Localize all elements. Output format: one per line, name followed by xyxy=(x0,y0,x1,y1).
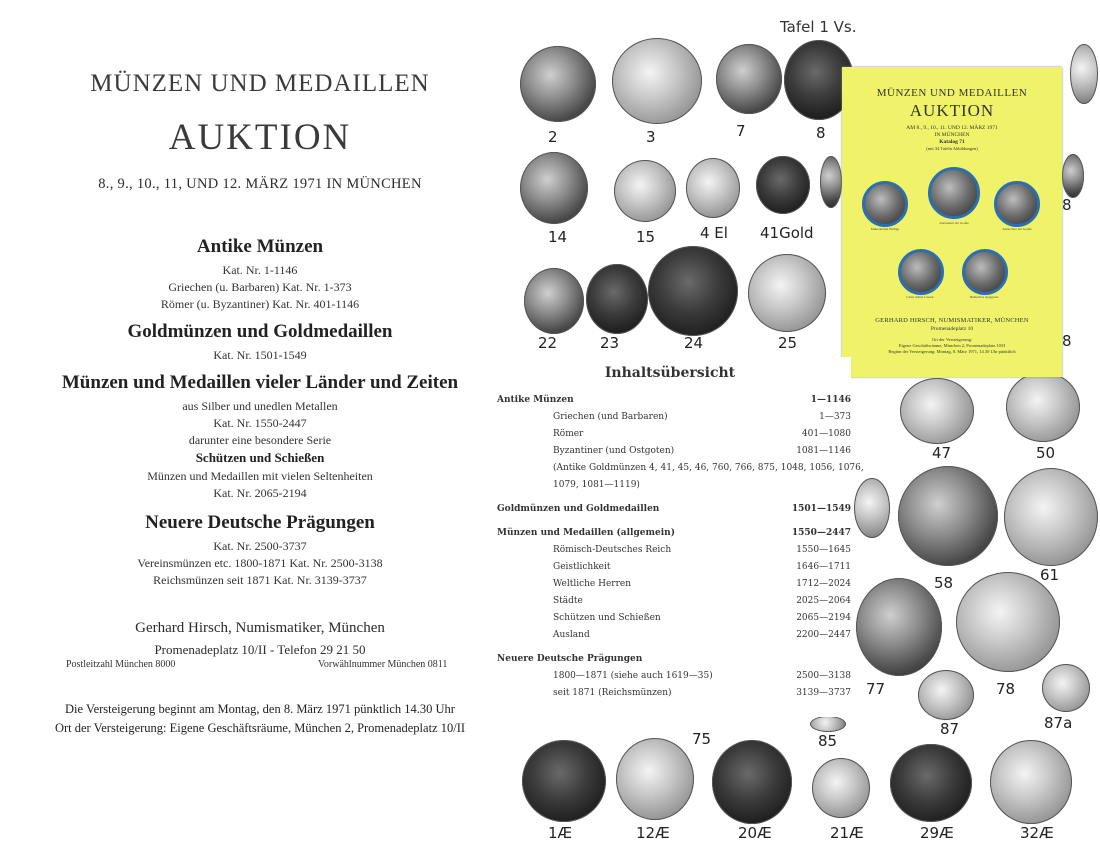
toc-row-label: Neuere Deutsche Prägungen xyxy=(497,654,643,664)
coin-label: 47 xyxy=(932,444,952,462)
cover-coin-caption: Alexander der Große xyxy=(939,221,969,225)
toc-title: Inhaltsübersicht xyxy=(604,365,736,381)
coin-image xyxy=(810,716,846,732)
section-line: Kat. Nr. 1-1146 xyxy=(222,263,298,277)
coin-label: 14 xyxy=(548,228,568,246)
cover-city: IN MÜNCHEN xyxy=(934,132,970,138)
section-heading-gold: Goldmünzen und Goldmedaillen xyxy=(127,321,393,342)
catalog-cover xyxy=(842,67,1062,377)
coin-image xyxy=(1004,468,1098,566)
toc-row xyxy=(489,688,851,702)
section-line: Kat. Nr. 2500-3737 xyxy=(213,539,307,553)
auction-dates: 8., 9., 10., 11, UND 12. MÄRZ 1971 IN MÜNCHEN xyxy=(98,176,422,192)
coin-image xyxy=(756,156,810,214)
coin-label: 7 xyxy=(736,122,746,140)
section-heading-neuere: Neuere Deutsche Prägungen xyxy=(145,512,375,533)
coin-label: 41Gold xyxy=(760,224,814,242)
toc-row-label: Antike Münzen xyxy=(497,395,574,405)
coin-image xyxy=(748,254,826,332)
coin-image xyxy=(1070,44,1098,104)
toc-row-label: 1079, 1081—1119) xyxy=(553,480,640,490)
toc-row-label: (Antike Goldmünzen 4, 41, 45, 46, 760, 766, 875, 1048, 1056, 1076, xyxy=(553,463,864,473)
coin-label: 24 xyxy=(684,334,704,352)
toc-row-range: 1—1146 xyxy=(810,395,851,405)
toc-row xyxy=(489,579,851,593)
coin-image xyxy=(614,160,676,222)
coin-image xyxy=(900,378,974,444)
toc-row-label: seit 1871 (Reichsmünzen) xyxy=(553,688,672,698)
section-heading-antike: Antike Münzen xyxy=(196,236,324,257)
toc-row-range: 2200—2447 xyxy=(796,630,851,640)
coin-label: 87a xyxy=(1044,714,1073,732)
coin-label: 8 xyxy=(816,124,826,142)
coin-label: 3 xyxy=(646,128,656,146)
toc-row-range: 1550—1645 xyxy=(796,545,851,555)
coin-label: 8 xyxy=(1062,332,1072,350)
coin-label: 50 xyxy=(1036,444,1056,462)
coin-label: 58 xyxy=(934,574,954,592)
header-line1: MÜNZEN UND MEDAILLEN xyxy=(90,70,430,97)
toc-row-range: 1712—2024 xyxy=(796,579,851,589)
auction-start: Die Versteigerung beginnt am Montag, den 8. März 1971 pünktlich 14.30 Uhr xyxy=(65,702,455,716)
cover-coin-image xyxy=(962,249,1008,295)
coin-image xyxy=(648,246,738,336)
coin-label: 1Æ xyxy=(548,824,573,842)
cover-place-label: Ort der Versteigerung: xyxy=(931,337,973,342)
cover-line2: AUKTION xyxy=(909,101,995,120)
toc-row-label: 1800—1871 (siehe auch 1619—35) xyxy=(553,671,713,681)
cover-coin-caption: Demetrios Aegypten xyxy=(969,295,999,299)
coin-image xyxy=(686,158,740,218)
coin-image xyxy=(712,740,792,824)
coin-image xyxy=(616,738,694,820)
coin-image xyxy=(898,466,998,566)
toc-row xyxy=(489,613,851,627)
section-line: Kat. Nr. 1550-2447 xyxy=(213,416,307,430)
toc-row-range: 1081—1146 xyxy=(796,446,851,456)
toc-row-range: 1646—1711 xyxy=(796,562,851,572)
coin-label: 87 xyxy=(940,720,960,738)
header-line2: AUKTION xyxy=(168,117,352,158)
section-heading-schuetzen: Schützen und Schießen xyxy=(195,450,325,465)
toc-row xyxy=(489,562,851,576)
coin-label: 75 xyxy=(692,730,712,748)
section-line: Reichsmünzen seit 1871 Kat. Nr. 3139-3737 xyxy=(153,573,367,587)
toc-row xyxy=(489,463,864,477)
coin-image xyxy=(990,740,1072,824)
toc-row xyxy=(489,654,851,668)
toc-row xyxy=(489,504,851,518)
toc-row xyxy=(489,480,851,494)
coin-image xyxy=(854,478,890,538)
section-heading-laender: Münzen und Medaillen vieler Länder und Zeiten xyxy=(61,372,459,393)
coin-image xyxy=(524,268,584,334)
toc-row-range: 3139—3737 xyxy=(796,688,851,698)
toc-row-label: Ausland xyxy=(553,630,590,640)
toc-row-label: Geistlichkeit xyxy=(553,562,611,572)
coin-label: 29Æ xyxy=(920,824,954,842)
firm-name: Gerhard Hirsch, Numismatiker, München xyxy=(135,620,385,636)
coin-label: 15 xyxy=(636,228,656,246)
cover-place: Eigene Geschäftsräume, München 2, Promenadeplatz 10/II xyxy=(898,343,1006,348)
toc-row xyxy=(489,545,851,559)
cover-coin-image xyxy=(898,249,944,295)
toc-row-label: Münzen und Medaillen (allgemein) xyxy=(497,528,675,538)
coin-label: 25 xyxy=(778,334,798,352)
coin-image xyxy=(520,152,588,224)
section-line: Kat. Nr. 2065-2194 xyxy=(213,486,307,500)
title-page xyxy=(0,0,500,853)
toc-row xyxy=(489,446,851,460)
toc-row-range: 1501—1549 xyxy=(791,504,851,514)
coin-image xyxy=(918,670,974,720)
toc-row-label: Römer xyxy=(553,429,584,439)
cover-address: Promenadeplatz 10 xyxy=(930,326,974,332)
coin-label: 2 xyxy=(548,128,558,146)
toc-row-label: Byzantiner (und Ostgoten) xyxy=(553,446,675,456)
section-line: Römer (u. Byzantiner) Kat. Nr. 401-1146 xyxy=(160,297,360,311)
toc-row-range: 2500—3138 xyxy=(796,671,851,681)
coin-label: 12Æ xyxy=(636,824,670,842)
toc-row-range: 2025—2064 xyxy=(796,596,851,606)
cover-coin-image xyxy=(862,181,908,227)
cover-coin-image xyxy=(994,181,1040,227)
section-line: Vereinsmünzen etc. 1800-1871 Kat. Nr. 2500-3138 xyxy=(137,556,383,570)
cover-coin-caption: Caius Julius Caesar xyxy=(906,295,934,299)
coin-image xyxy=(1062,154,1084,198)
plate-title: Tafel 1 Vs. xyxy=(780,18,857,36)
toc-row xyxy=(489,671,851,685)
toc-row-label: Schützen und Schießen xyxy=(553,613,661,623)
coin-image xyxy=(612,38,702,124)
auction-location: Ort der Versteigerung: Eigene Geschäftsräume, München 2, Promenadeplatz 10/II xyxy=(54,721,466,735)
coin-label: 78 xyxy=(996,680,1016,698)
toc-row-range: 1—373 xyxy=(819,412,851,422)
dial-code: Vorwählnummer München 0811 xyxy=(318,659,448,670)
coin-label: 22 xyxy=(538,334,558,352)
coin-label: 4 El xyxy=(700,224,728,242)
coin-image xyxy=(856,578,942,676)
coin-label: 32Æ xyxy=(1020,824,1054,842)
cover-start: Beginn der Versteigerung: Montag, 8. März 1971, 14.30 Uhr pünktlich xyxy=(888,349,1016,354)
coin-image xyxy=(1042,664,1090,712)
section-line: Kat. Nr. 1501-1549 xyxy=(213,348,307,362)
toc-row-range: 2065—2194 xyxy=(796,613,851,623)
section-line: aus Silber und unedlen Metallen xyxy=(182,399,338,413)
coin-label: 23 xyxy=(600,334,620,352)
firm-address: Promenadeplatz 10/II - Telefon 29 21 50 xyxy=(154,642,366,657)
coin-label: 8 xyxy=(1062,196,1072,214)
toc-row xyxy=(489,412,851,426)
coin-label: 61 xyxy=(1040,566,1060,584)
toc-row-label: Goldmünzen und Goldmedaillen xyxy=(497,504,660,514)
coin-label: 85 xyxy=(818,732,838,750)
toc-row-range: 401—1080 xyxy=(801,429,851,439)
toc-row-range: 1550—2447 xyxy=(791,528,851,538)
postal-code: Postleitzahl München 8000 xyxy=(66,659,176,670)
section-line: darunter eine besondere Serie xyxy=(188,433,332,447)
coin-image xyxy=(1006,372,1080,442)
coin-image xyxy=(812,758,870,818)
table-of-contents xyxy=(489,357,864,717)
cover-coin-caption: Antiochos der Große xyxy=(1002,227,1032,231)
cover-catalog: Katalog 71 xyxy=(939,139,965,145)
coin-image xyxy=(956,572,1060,672)
coin-image xyxy=(522,740,606,822)
section-line: Griechen (u. Barbaren) Kat. Nr. 1-373 xyxy=(168,280,352,294)
coin-image xyxy=(820,156,842,208)
toc-row xyxy=(489,596,851,610)
coin-label: 20Æ xyxy=(738,824,772,842)
cover-coin-caption: Makedonien Philipp xyxy=(870,227,900,231)
toc-row xyxy=(489,429,851,443)
toc-row-label: Weltliche Herren xyxy=(553,579,632,589)
toc-row-label: Griechen (und Barbaren) xyxy=(553,412,668,422)
cover-dates: AM 8., 9., 10., 11. UND 12. MÄRZ 1971 xyxy=(906,125,998,131)
coin-image xyxy=(716,44,782,114)
coin-image xyxy=(520,46,596,122)
section-line: Münzen und Medaillen mit vielen Seltenheiten xyxy=(147,469,373,483)
cover-coin-image xyxy=(928,167,980,219)
toc-row xyxy=(489,528,851,542)
cover-firm: GERHARD HIRSCH, NUMISMATIKER, MÜNCHEN xyxy=(875,317,1029,324)
cover-line1: MÜNZEN UND MEDAILLEN xyxy=(876,87,1028,99)
coin-label: 21Æ xyxy=(830,824,864,842)
toc-row xyxy=(489,395,851,409)
toc-row-label: Städte xyxy=(553,596,583,606)
coin-image xyxy=(890,744,972,822)
coin-label: 77 xyxy=(866,680,886,698)
toc-row-label: Römisch-Deutsches Reich xyxy=(553,545,672,555)
toc-row xyxy=(489,630,851,644)
coin-image xyxy=(586,264,648,334)
cover-plates-note: (mit 34 Tafeln Abbildungen) xyxy=(926,146,978,151)
